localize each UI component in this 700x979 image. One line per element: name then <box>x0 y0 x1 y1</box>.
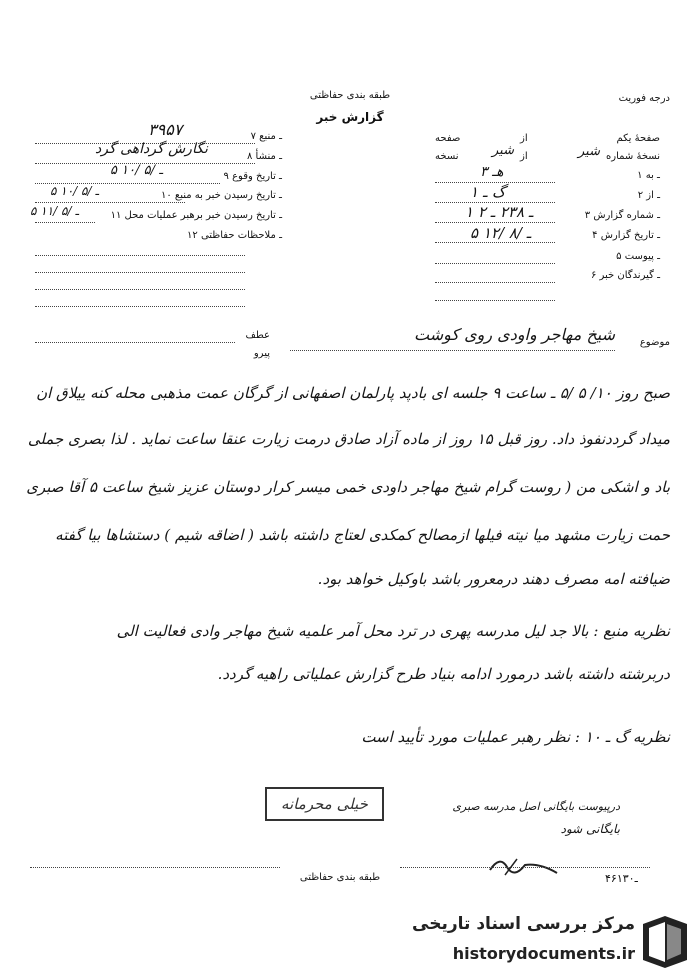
body-line-5: ضیافته امه مصرف دهند درمعرور باشد باوکیل خواهد بود. <box>317 570 670 588</box>
signature-note-line-2: بایگانی شود <box>560 822 620 836</box>
signature-note-line-1: درپیوست بایگانی اصل مدرسه صبری <box>452 800 620 813</box>
body-line-8: نظریه گ ـ ۱۰ : نظر رهبر عملیات مورد تأیید است <box>361 728 670 746</box>
body-line-1: صبح روز ۱۰/ ۵ /۵ ـ ساعت ۹ جلسه ای بادپد پارلمان اصفهانی از گرگان عمت مذهبی محله کنه ییلاق ان <box>36 384 670 402</box>
field-received-leader-line <box>35 222 95 223</box>
field-recipients-line-2 <box>435 300 555 301</box>
field-received-leader-value: ۵ ـ /۵ /۱۱ <box>30 204 79 218</box>
classification-top: طبقه بندی حفاظتی <box>309 90 391 101</box>
field-attachment-label: ۵ ـ پیوست <box>616 251 660 262</box>
body-line-3: باد و اشکی من ( روست گرام شیخ مهاجر داودی خمی میسر کرار دوستان عزیز شیخ ساعت ۵ آقا صبری <box>26 478 670 496</box>
copy-row-unit: نسخه <box>435 151 459 162</box>
subject-value: شیخ مهاجر واودی روی کوشت <box>414 325 615 344</box>
field-security-notes-label: ۱۲ ـ ملاحظات حفاظتی <box>187 230 282 241</box>
field-received-source-label: ۱۰ ـ تاریخ رسیدن خبر به منبع <box>160 190 282 201</box>
field-received-source-value: ۵ ـ /۵ /۱۰ <box>50 184 99 198</box>
field-report-number-value: ۱ ـ ۲۳۸ ـ ۲ <box>465 203 534 221</box>
field-report-date-label: ۴ ـ تاریخ گزارش <box>592 230 660 241</box>
atf-label: عطف <box>245 330 270 341</box>
field-occurrence-date-label: ۹ ـ تاریخ وقوع <box>223 171 282 182</box>
page-row-of: از <box>520 133 528 144</box>
field-to-label: ۱ ـ به <box>637 170 660 181</box>
field-received-source-line <box>35 202 185 203</box>
copy-row-of: از <box>520 151 528 162</box>
watermark-name: مرکز بررسی اسناد تاریخی <box>412 914 635 934</box>
field-from-value: گ ـ ۱ <box>470 183 506 201</box>
atf-line <box>35 342 235 343</box>
field-source-label: ۷ ـ منبع <box>250 131 282 142</box>
notes-line-2 <box>35 272 245 273</box>
field-recipients-label: ۶ ـ گیرندگان خبر <box>590 270 660 281</box>
field-report-date-value: ۵ ـ /۸ /۱۲ <box>470 224 532 242</box>
field-occurrence-date-value: ۵ ـ /۵ /۱۰ <box>110 163 163 178</box>
subject-label: موضوع <box>639 337 670 348</box>
field-report-number-line <box>435 222 555 223</box>
page-row-label: صفحهٔ یکم <box>616 133 660 144</box>
history-documents-watermark <box>395 908 695 978</box>
field-report-date-line <box>435 242 555 243</box>
secret-stamp: خیلی محرمانه <box>265 787 384 821</box>
copy-row-label: نسخهٔ شماره <box>606 151 660 162</box>
body-line-6: نظریه منبع : بالا جد لیل مدرسه پهری در ترد محل آمر علمیه شیخ مهاجر وادی فعالیت الی <box>116 622 670 640</box>
footer-line-right <box>400 867 650 868</box>
watermark-url: historydocuments.ir <box>452 944 635 963</box>
report-title: گزارش خبر <box>316 110 384 124</box>
field-from-label: ۲ ـ از <box>637 190 660 201</box>
subject-line <box>290 350 615 351</box>
urgency-label: درجه فوریت <box>618 93 670 104</box>
page-number: ۴۶ـ۱۳۰ <box>605 872 638 885</box>
field-source-value: ۳۹۵۷ <box>148 120 183 139</box>
field-origin-label: ۸ ـ منشأ <box>246 151 282 162</box>
field-attachment-line <box>435 263 555 264</box>
book-logo-icon <box>639 914 691 970</box>
body-line-2: میداد گرددنفوذ داد. روز قبل ۱۵ روز از ماده آزاد صادق درمت زیارت عنقا ساعت نماید . لذا بصری جملی <box>27 430 670 448</box>
body-line-4: حمت زیارت مشهد میا نیته فیلها ازمصالح کمکدی لعتاج داشته باشد ( اضاقه شیم ) دستشاها بیا گفته <box>55 526 670 544</box>
footer-line-left <box>30 867 280 868</box>
body-line-7: دربرشته داشته باشد درمورد ادامه بنیاد طرح گزارش عملیاتی راهیه گردد. <box>217 665 670 683</box>
field-recipients-line <box>435 282 555 283</box>
field-report-number-label: ۳ ـ شماره گزارش <box>584 210 660 221</box>
copy-row-value: شیر <box>578 144 600 159</box>
notes-line-4 <box>35 306 245 307</box>
notes-line-1 <box>35 255 245 256</box>
peyro-label: پیرو <box>253 348 270 359</box>
field-received-leader-label: ۱۱ ـ تاریخ رسیدن خبر برهبر عملیات محل <box>110 210 282 221</box>
classification-bottom: طبقه بندی حفاظتی <box>299 872 381 883</box>
notes-line-3 <box>35 289 245 290</box>
field-to-value: ۳ هـ <box>480 164 504 180</box>
field-origin-value: نگارش گرداهی گرد <box>95 141 208 157</box>
copy-row-of-value: شیر <box>492 143 514 158</box>
signature-mark <box>485 845 565 885</box>
page-row-unit: صفحه <box>435 133 461 144</box>
